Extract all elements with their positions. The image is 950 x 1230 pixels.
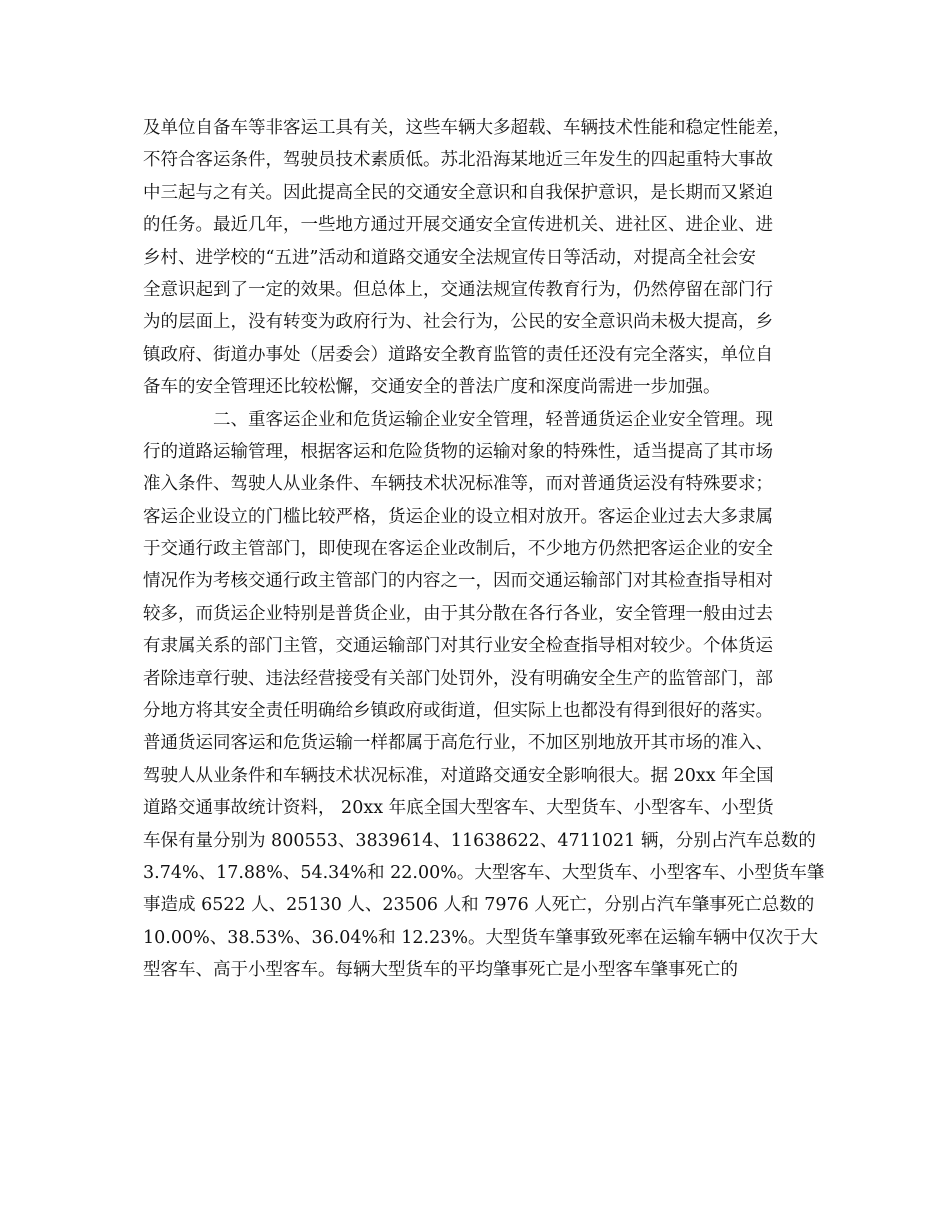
- text-line: 不符合客运条件，驾驶员技术素质低。苏北沿海某地近三年发生的四起重特大事故: [143, 150, 773, 171]
- text-line: 者除违章行驶、违法经营接受有关部门处罚外，没有明确安全生产的监管部门，部: [143, 668, 773, 689]
- text-line: 情况作为考核交通行政主管部门的内容之一，因而交通运输部门对其检查指导相对: [143, 571, 773, 592]
- text-line: 为的层面上，没有转变为政府行为、社会行为，公民的安全意识尚未极大提高，乡: [143, 312, 773, 333]
- text-line: 全意识起到了一定的效果。但总体上，交通法规宣传教育行为，仍然停留在部门行: [143, 279, 773, 300]
- text-line: 客运企业设立的门槛比较严格，货运企业的设立相对放开。客运企业过去大多隶属: [143, 506, 773, 527]
- text-line: 于交通行政主管部门，即使现在客运企业改制后，不少地方仍然把客运企业的安全: [143, 539, 773, 560]
- text-line: 10.00%、38.53%、36.04%和 12.23%。大型货车肇事致死率在运输车辆中仅次于大: [143, 927, 818, 948]
- text-line: 型客车、高于小型客车。每辆大型货车的平均肇事死亡是小型客车肇事死亡的: [143, 960, 738, 981]
- text-line: 及单位自备车等非客运工具有关，这些车辆大多超载、车辆技术性能和稳定性能差，: [143, 118, 791, 138]
- text-line: 3.74%、17.88%、54.34%和 22.00%。大型客车、大型货车、小型客车、小型货车肇: [143, 862, 825, 883]
- text-line: 较多，而货运企业特别是普货企业，由于其分散在各行各业，安全管理一般由过去: [143, 603, 773, 624]
- document-body: [143, 112, 828, 987]
- text-line: 分地方将其安全责任明确给乡镇政府或街道，但实际上也都没有得到很好的落实。: [143, 701, 773, 722]
- section-heading-line: 二、重客运企业和危货运输企业安全管理，轻普通货运企业安全管理。现: [213, 409, 773, 430]
- text-line: 备车的安全管理还比较松懈，交通安全的普法广度和深度尚需进一步加强。: [143, 377, 721, 398]
- text-line: 行的道路运输管理，根据客运和危险货物的运输对象的特殊性，适当提高了其市场: [143, 441, 773, 462]
- text-line: 准入条件、驾驶人从业条件、车辆技术状况标准等，而对普通货运没有特殊要求；: [143, 474, 773, 495]
- text-line: 的任务。最近几年，一些地方通过开展交通安全宣传进机关、进社区、进企业、进: [143, 215, 773, 236]
- text-line: 道路交通事故统计资料， 20xx 年底全国大型客车、大型货车、小型客车、小型货: [143, 798, 774, 819]
- text-line: 乡村、进学校的“五进”活动和道路交通安全法规宣传日等活动，对提高全社会安: [143, 247, 756, 268]
- text-line: 车保有量分别为 800553、3839614、11638622、4711021 辆，分别占汽车总数的: [143, 830, 816, 851]
- text-line: 驾驶人从业条件和车辆技术状况标准，对道路交通安全影响很大。据 20xx 年全国: [143, 765, 774, 786]
- text-line: 镇政府、街道办事处（居委会）道路安全教育监管的责任还没有完全落实，单位自: [143, 344, 773, 365]
- text-line: 事造成 6522 人、25130 人、23506 人和 7976 人死亡，分别占汽车肇事死亡总数的: [143, 895, 815, 916]
- text-line: 普通货运同客运和危货运输一样都属于高危行业，不加区别地放开其市场的准入、: [143, 733, 773, 754]
- text-line: 中三起与之有关。因此提高全民的交通安全意识和自我保护意识，是长期而又紧迫: [143, 182, 773, 203]
- text-line: 有隶属关系的部门主管，交通运输部门对其行业安全检查指导相对较少。个体货运: [143, 636, 773, 657]
